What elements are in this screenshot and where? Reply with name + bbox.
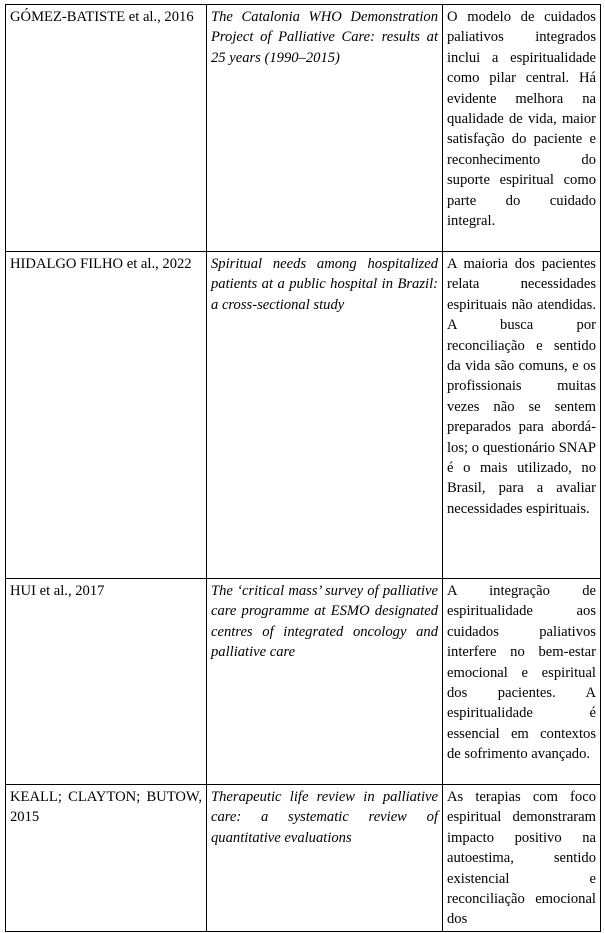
author-cell: KEALL; CLAYTON; BUTOW, 2015 xyxy=(6,785,207,932)
title-cell: Spiritual needs among hospitalized patients at a public hospital in Brazil: a cross-sectional study xyxy=(207,252,443,579)
title-cell: The Catalonia WHO Demonstration Project of Palliative Care: results at 25 years (1990–2015) xyxy=(207,5,443,252)
finding-cell: As terapias com foco espiritual demonstraram impacto positivo na autoestima, sentido existencial e reconciliação emocional dos xyxy=(443,785,601,932)
title-cell: The ‘critical mass’ survey of palliative care programme at ESMO designated centres of integrated oncology and palliative care xyxy=(207,579,443,785)
finding-cell: A maioria dos pacientes relata necessidades espirituais não atendidas. A busca por reconciliação e sentido da vida são comuns, e os profissionais muitas vezes não se sentem preparados para abordá-los; o questionário SNAP é o mais utilizado, no Brasil, para a avaliar necessidades espirituais. xyxy=(443,252,601,579)
finding-cell: O modelo de cuidados paliativos integrados inclui a espiritualidade como pilar central. Há evidente melhora na qualidade de vida, maior satisfação do paciente e reconhecimento do suporte espiritual como parte do cuidado integral. xyxy=(443,5,601,252)
table-row xyxy=(6,252,601,579)
table-row xyxy=(6,5,601,252)
table-row xyxy=(6,785,601,932)
table-row xyxy=(6,579,601,785)
title-cell: Therapeutic life review in palliative care: a systematic review of quantitative evaluations xyxy=(207,785,443,932)
author-cell: HUI et al., 2017 xyxy=(6,579,207,785)
finding-cell: A integração de espiritualidade aos cuidados paliativos interfere no bem-estar emocional e espiritual dos pacientes. A espiritualidade é essencial em contextos de sofrimento avançado. xyxy=(443,579,601,785)
author-cell: HIDALGO FILHO et al., 2022 xyxy=(6,252,207,579)
literature-review-table xyxy=(5,4,601,932)
author-cell: GÓMEZ-BATISTE et al., 2016 xyxy=(6,5,207,252)
